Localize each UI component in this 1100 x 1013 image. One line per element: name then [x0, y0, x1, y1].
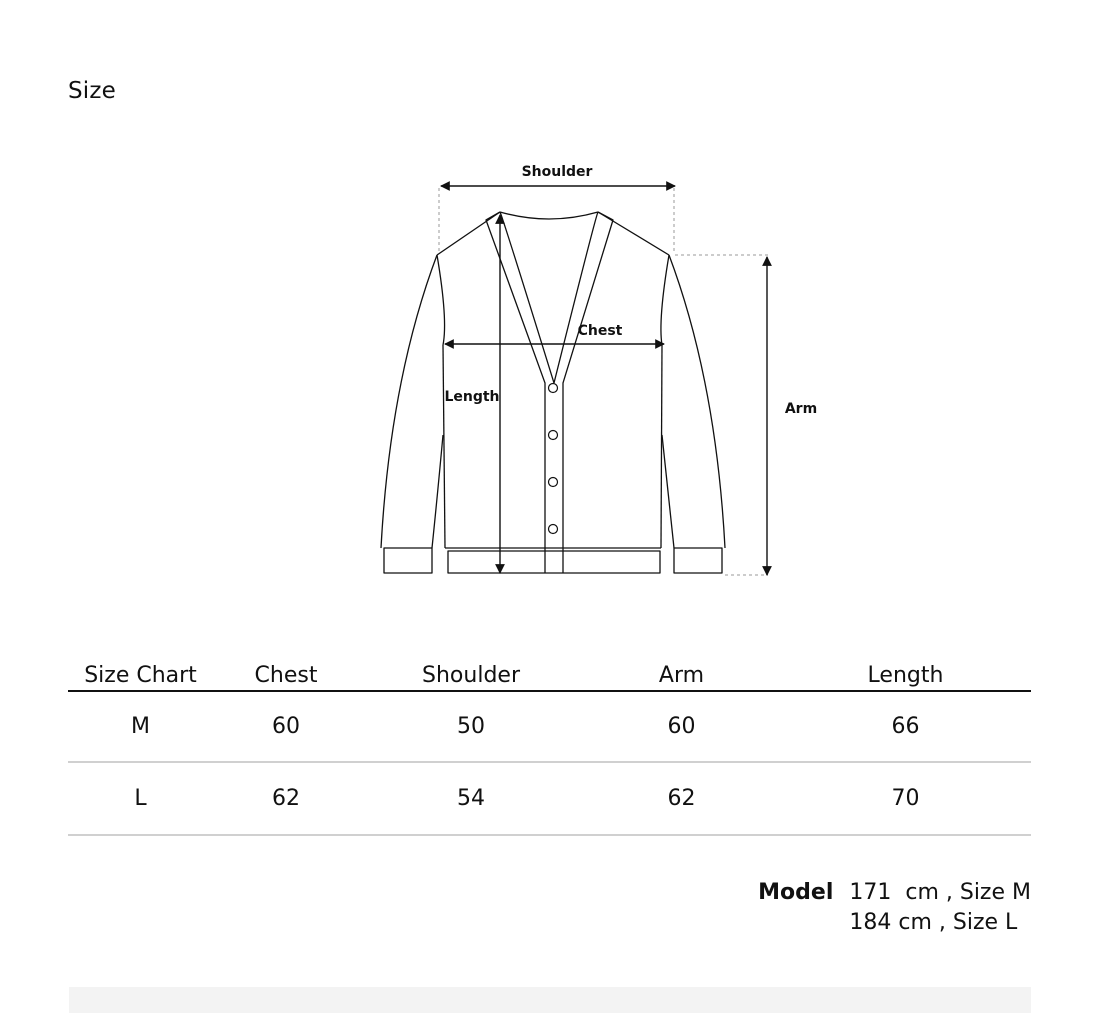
cardigan-buttons: [549, 384, 558, 534]
cell-shoulder: 50: [359, 691, 583, 762]
arm-label: Arm: [784, 401, 818, 417]
cell-arm: 60: [583, 691, 780, 762]
header-arm: Arm: [583, 648, 780, 691]
table-row: [68, 762, 1031, 835]
header-size-chart: Size Chart: [68, 648, 213, 691]
shoulder-label: Shoulder: [521, 164, 593, 180]
dimension-arrows: [441, 186, 767, 575]
cell-arm: 62: [583, 762, 780, 835]
size-chart-header-row: [68, 648, 1031, 691]
model-line-2: 184 cm , Size L: [849, 910, 1018, 935]
button-1: [549, 384, 558, 393]
size-chart-table: [68, 648, 1031, 836]
button-3: [549, 478, 558, 487]
cell-length: 66: [780, 691, 1031, 762]
chest-label: Chest: [577, 323, 623, 339]
section-title: Size: [68, 78, 117, 104]
table-row: [68, 691, 1031, 762]
model-label: Model: [758, 880, 834, 905]
guide-lines: [439, 188, 768, 575]
header-length: Length: [780, 648, 1031, 691]
bottom-panel: [69, 987, 1031, 1013]
cell-shoulder: 54: [359, 762, 583, 835]
model-info: [758, 878, 1031, 938]
model-line-1: 171 cm , Size M: [849, 880, 1031, 905]
header-shoulder: Shoulder: [359, 648, 583, 691]
header-chest: Chest: [213, 648, 359, 691]
cell-size: M: [68, 691, 213, 762]
cell-chest: 60: [213, 691, 359, 762]
cell-size: L: [68, 762, 213, 835]
button-2: [549, 431, 558, 440]
length-label: Length: [444, 389, 500, 405]
cell-length: 70: [780, 762, 1031, 835]
cell-chest: 62: [213, 762, 359, 835]
button-4: [549, 525, 558, 534]
model-lines: [849, 878, 1031, 938]
